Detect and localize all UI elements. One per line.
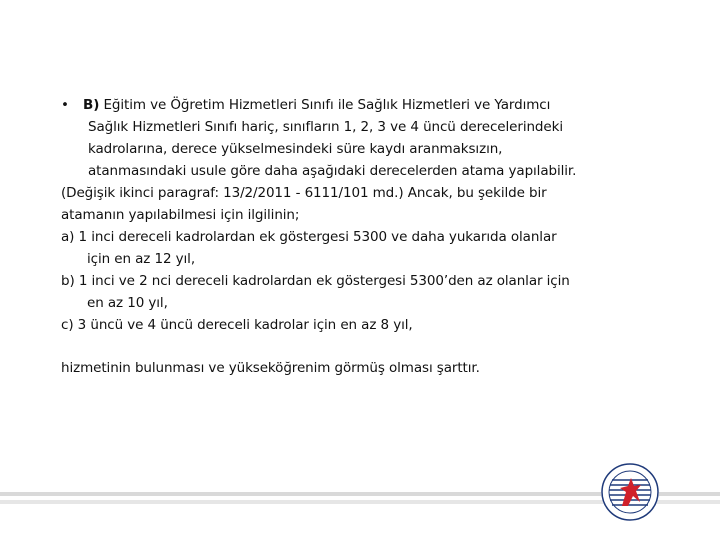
- bullet-line-4: atanmasındaki usule göre daha aşağıdaki derecelerden atama yapılabilir.: [88, 163, 577, 179]
- bullet-line-2: Sağlık Hizmetleri Sınıfı hariç, sınıfların 1, 2, 3 ve 4 üncü derecelerindeki: [88, 119, 563, 135]
- bullet-line-1: [61, 94, 661, 116]
- paragraph-line-1: (Değişik ikinci paragraf: 13/2/2011 - 6111/101 md.) Ancak, bu şekilde bir: [61, 185, 547, 201]
- closing-line: hizmetinin bulunması ve yükseköğrenim görmüş olması şarttır.: [61, 360, 480, 376]
- slide-body: [61, 94, 661, 379]
- list-item-a: a) 1 inci dereceli kadrolardan ek göstergesi 5300 ve daha yukarıda olanlar: [61, 229, 557, 245]
- bullet-dot: •: [61, 97, 69, 113]
- list-item-c: c) 3 üncü ve 4 üncü dereceli kadrolar için en az 8 yıl,: [61, 317, 413, 333]
- list-item-b: b) 1 inci ve 2 nci dereceli kadrolardan ek göstergesi 5300’den az olanlar için: [61, 273, 570, 289]
- bullet-line-3: kadrolarına, derece yükselmesindeki süre kaydı aranmaksızın,: [88, 141, 503, 157]
- spacer: [61, 336, 661, 357]
- list-item-a-cont: için en az 12 yıl,: [87, 251, 196, 267]
- bullet-label: B): [83, 97, 100, 113]
- list-item-b-cont: en az 10 yıl,: [87, 295, 168, 311]
- paragraph-line-2: atamanın yapılabilmesi için ilgilinin;: [61, 207, 300, 223]
- university-seal-icon: [600, 462, 660, 522]
- bullet-text: Eğitim ve Öğretim Hizmetleri Sınıfı ile Sağlık Hizmetleri ve Yardımcı: [99, 97, 551, 113]
